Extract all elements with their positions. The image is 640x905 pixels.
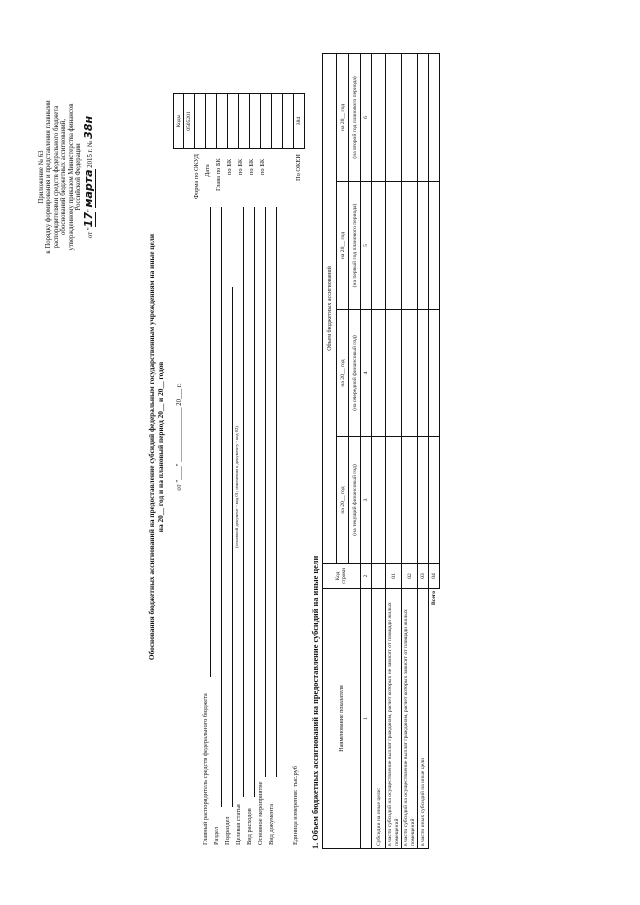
appendix-number: Приложение № 63: [38, 150, 45, 204]
header-year-3: на 20__ год: [337, 182, 349, 310]
value-cell: [429, 310, 440, 437]
appendix-line: обоснований бюджетных ассигнований,: [60, 118, 68, 236]
field-label: Подраздел: [224, 816, 231, 845]
value-cell: [402, 310, 418, 437]
table-row: [418, 53, 429, 848]
value-cell: [429, 182, 440, 310]
appendix-line: утвержденному приказом Министерства финансов: [67, 103, 75, 251]
appendix-date: от "17" марта 2015 г. № 38н: [81, 115, 95, 239]
blank-code-cell: [261, 94, 272, 149]
value-cell: [372, 437, 386, 564]
column-number: 6: [361, 53, 372, 181]
date-code-cell: [195, 94, 206, 149]
header-year-4-desc: (на второй год планового периода): [349, 53, 361, 181]
row-code: 01: [386, 564, 402, 589]
codes-table: [173, 93, 305, 149]
okud-code: 0505201: [184, 94, 195, 149]
okud-label: Форма по ОКУД: [193, 154, 200, 199]
value-cell: [386, 310, 402, 437]
date-label: Дата: [204, 164, 211, 177]
razdel-code-cell: [217, 94, 228, 149]
razdel-code-label: по БК: [226, 158, 233, 175]
header-year-4: на 20__ год: [337, 53, 349, 181]
podrazdel-code-label: по БК: [237, 158, 244, 175]
row-name: в части субсидий на осуществление выплат гражданам, расчет которых не зависит от площади жилых помещений: [386, 589, 402, 849]
value-cell: [372, 182, 386, 310]
date-line-note: (основной документ - код 01; изменения к документу - код 02): [234, 426, 239, 548]
total-row: [429, 53, 440, 848]
cs-code-label: по БК: [248, 158, 255, 175]
table-row: [386, 53, 402, 848]
blank-code-cell: [272, 94, 283, 149]
row-name: Субсидии на иные цели:: [372, 589, 386, 849]
value-cell: [429, 53, 440, 181]
unit-label: Единица измерения:: [292, 789, 299, 845]
value-cell: [386, 437, 402, 564]
cs-code-cell: [239, 94, 250, 149]
podrazdel-code-cell: [228, 94, 239, 149]
row-code: [372, 564, 386, 589]
value-cell: [418, 53, 429, 181]
field-label: Раздел: [213, 826, 220, 845]
header-code: Код строки: [323, 564, 361, 589]
form-subtitle: на 20__ год и на плановый период 20__ и 20__ годов: [156, 361, 165, 533]
header-year-2-desc: (на очередной финансовый год): [349, 310, 361, 437]
allocation-table: [322, 53, 440, 849]
field-label: Вид расходов: [246, 808, 253, 845]
field-label: Целевая статья: [235, 804, 242, 845]
column-number: 1: [361, 589, 372, 849]
unit-value: тыс.руб: [292, 766, 299, 787]
glava-label: Глава по БК: [215, 158, 222, 191]
column-number: 2: [361, 564, 372, 589]
vr-code-cell: [250, 94, 261, 149]
appendix-line: Российской Федерации: [75, 143, 83, 211]
header-year-2: на 20__ год: [337, 310, 349, 437]
rotated-form: [30, 37, 610, 867]
value-cell: [386, 53, 402, 181]
total-label: Всего: [429, 589, 440, 849]
section-title: 1. Объем бюджетных ассигнований на предоставление субсидий на иные цели: [311, 555, 320, 849]
column-number: 3: [361, 437, 372, 564]
row-name: в части субсидий на осуществление выплат гражданам, расчет которых зависит от площади жилых помещений: [402, 589, 418, 849]
value-cell: [429, 437, 440, 564]
column-number: 4: [361, 310, 372, 437]
value-cell: [402, 437, 418, 564]
handwritten-month: марта: [81, 169, 95, 208]
row-code: 02: [402, 564, 418, 589]
value-cell: [386, 182, 402, 310]
header-year-1-desc: (на текущий финансовый год): [349, 437, 361, 564]
value-cell: [402, 182, 418, 310]
field-label: Вид документа: [268, 803, 275, 845]
row-code: 03: [418, 564, 429, 589]
header-name: Наименование показателя: [323, 589, 361, 849]
value-cell: [372, 53, 386, 181]
okei-code: 384: [294, 94, 305, 149]
appendix-line: к Порядку формирования и представления главными: [45, 100, 53, 254]
row-name: в части иных субсидий на иные цели: [418, 589, 429, 849]
codes-header: Коды: [174, 94, 184, 149]
value-cell: [372, 310, 386, 437]
glava-code-cell: [206, 94, 217, 149]
blank-code-cell: [283, 94, 294, 149]
header-year-1: на 20__ год: [337, 437, 349, 564]
vr-code-label: по БК: [259, 158, 266, 175]
handwritten-number: 38н: [81, 115, 95, 139]
field-label: Главный распорядитель средств федерального бюджета: [202, 693, 209, 845]
appendix-line: распорядителями средств федерального бюджета: [52, 105, 60, 249]
field-label: Основное мероприятие: [257, 781, 264, 845]
total-code: 04: [429, 564, 440, 589]
okei-label: По ОКЕИ: [295, 154, 302, 181]
column-number: 5: [361, 182, 372, 310]
header-year-3-desc: (на первый год планового периода): [349, 182, 361, 310]
value-cell: [402, 53, 418, 181]
appendix-block: [38, 47, 95, 307]
value-cell: [418, 437, 429, 564]
value-cell: [418, 310, 429, 437]
header-volume: Объем бюджетных ассигнований: [323, 53, 337, 563]
value-cell: [418, 182, 429, 310]
form-title: Обоснования бюджетных ассигнований на предоставление субсидий федеральным государственным учреждениям на иные цели: [147, 233, 156, 661]
document-date-line: от "____" ________________ 20___ г.: [176, 383, 183, 491]
table-row: [402, 53, 418, 848]
handwritten-day: 17: [81, 212, 95, 228]
table-row: [372, 53, 386, 848]
